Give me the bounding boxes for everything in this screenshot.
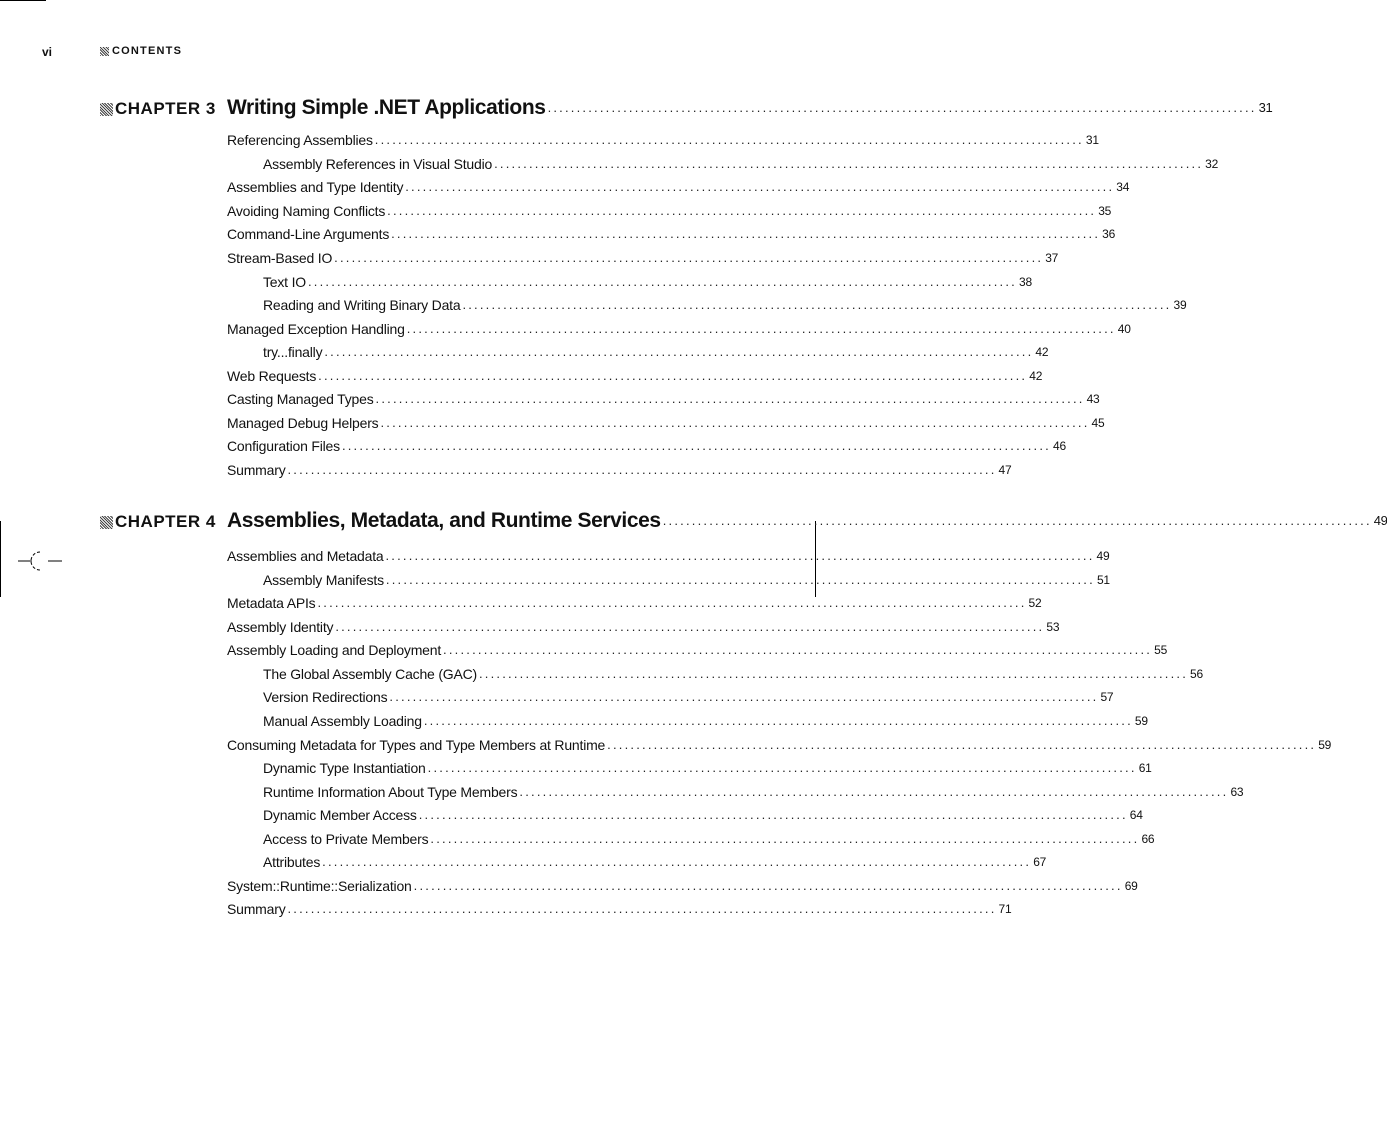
dot-leader: .......................................................................................................................... — [380, 415, 1090, 430]
dot-leader: .......................................................................................................................... — [405, 179, 1115, 194]
entry-title: The Global Assembly Cache (GAC) — [263, 666, 477, 682]
entry-title: Assembly References in Visual Studio — [263, 156, 493, 172]
page-ref: 37 — [1045, 251, 1059, 265]
page-ref: 64 — [1129, 808, 1143, 822]
toc-entry[interactable] — [263, 155, 1219, 173]
page-ref: 47 — [998, 463, 1012, 477]
dot-leader: .......................................................................................................................... — [427, 760, 1137, 775]
dot-leader: .......................................................................................................................... — [430, 831, 1140, 846]
toc-entry[interactable] — [227, 202, 1112, 220]
dot-leader: .......................................................................................................................... — [389, 689, 1099, 704]
toc-entry[interactable] — [263, 665, 1203, 683]
page-ref: 31 — [1085, 133, 1099, 147]
chapter-title: Assemblies, Metadata, and Runtime Services — [227, 509, 661, 532]
entry-title: Assembly Loading and Deployment — [227, 642, 442, 658]
crop-mark-left — [0, 521, 1, 597]
page-ref: 71 — [998, 902, 1012, 916]
toc-entry[interactable] — [263, 712, 1148, 730]
page-ref: 40 — [1117, 322, 1131, 336]
page-ref: 51 — [1096, 573, 1110, 587]
toc-entry[interactable] — [227, 367, 1043, 385]
page-ref: 38 — [1019, 275, 1032, 289]
dot-leader: .......................................................................................................................... — [335, 619, 1045, 634]
page-ref: 59 — [1134, 714, 1148, 728]
dot-leader: .......................................................................................................................... — [462, 297, 1172, 312]
toc-entry[interactable] — [227, 547, 1110, 565]
page-ref: 39 — [1173, 298, 1187, 312]
toc-entry[interactable] — [227, 618, 1060, 636]
page-ref: 45 — [1091, 416, 1105, 430]
entry-title: Metadata APIs — [227, 595, 316, 611]
dot-leader: .......................................................................................................................... — [322, 854, 1032, 869]
entry-title: Runtime Information About Type Members — [263, 784, 518, 800]
entry-title: Consuming Metadata for Types and Type Members at Runtime — [227, 737, 606, 753]
page-ref: 61 — [1138, 761, 1152, 775]
entry-title: try...finally — [263, 344, 323, 360]
entry-title: Dynamic Type Instantiation — [263, 760, 426, 776]
page-ref: 43 — [1086, 392, 1100, 406]
dot-leader: .......................................................................................................................... — [391, 226, 1101, 241]
page-ref: 66 — [1141, 832, 1155, 846]
dot-leader: .......................................................................................................................... — [307, 274, 1017, 289]
running-head-text: CONTENTS — [112, 45, 183, 57]
entry-title: Manual Assembly Loading — [263, 713, 422, 729]
page-ref: 52 — [1028, 596, 1042, 610]
toc-entry[interactable] — [227, 249, 1059, 267]
dot-leader: .......................................................................................................................... — [662, 513, 1372, 528]
dot-leader: .......................................................................................................................... — [324, 344, 1034, 359]
toc-entry[interactable] — [227, 131, 1099, 149]
dot-leader: .......................................................................................................................... — [317, 595, 1027, 610]
chapter-title-entry[interactable] — [227, 95, 1273, 121]
entry-title: Casting Managed Types — [227, 391, 374, 407]
toc-entry[interactable] — [263, 343, 1049, 361]
toc-entry[interactable] — [263, 783, 1244, 801]
dot-leader: .......................................................................................................................... — [406, 321, 1116, 336]
dot-leader: .......................................................................................................................... — [494, 156, 1204, 171]
entry-title: Assemblies and Type Identity — [227, 179, 404, 195]
toc-entry[interactable] — [227, 320, 1131, 338]
page-ref: 53 — [1046, 620, 1060, 634]
dot-leader: .......................................................................................................................... — [519, 784, 1229, 799]
dot-leader: .......................................................................................................................... — [318, 368, 1028, 383]
toc-entry[interactable] — [227, 736, 1332, 754]
toc-entry[interactable] — [227, 437, 1066, 455]
dot-leader: .......................................................................................................................... — [479, 666, 1189, 681]
page-ref: 32 — [1205, 157, 1219, 171]
entry-title: Summary — [227, 462, 286, 478]
dot-leader: .......................................................................................................................... — [374, 132, 1084, 147]
entry-title: Access to Private Members — [263, 831, 429, 847]
page-ref: 57 — [1100, 690, 1114, 704]
dot-leader: .......................................................................................................................... — [547, 100, 1257, 115]
trim-mark — [0, 0, 46, 1]
dot-leader: .......................................................................................................................... — [334, 250, 1044, 265]
toc-entry[interactable] — [227, 178, 1130, 196]
entry-title: Text IO — [263, 274, 306, 290]
registration-mark-icon — [18, 549, 64, 573]
page-ref: 55 — [1154, 643, 1168, 657]
toc-entry[interactable] — [263, 571, 1110, 589]
page-ref: 46 — [1052, 439, 1066, 453]
page-ref: 35 — [1098, 204, 1112, 218]
entry-title: Summary — [227, 901, 286, 917]
entry-title: Assembly Identity — [227, 619, 334, 635]
dot-leader: .......................................................................................................................... — [385, 572, 1095, 587]
chapter-label-text: CHAPTER 3 — [115, 99, 216, 118]
toc-entry[interactable] — [263, 806, 1143, 824]
dot-leader: .......................................................................................................................... — [423, 713, 1133, 728]
entry-title: Stream-Based IO — [227, 250, 333, 266]
page-ref: 34 — [1116, 180, 1130, 194]
page-ref: 69 — [1124, 879, 1138, 893]
dot-leader: .......................................................................................................................... — [387, 203, 1097, 218]
dot-leader: .......................................................................................................................... — [385, 548, 1095, 563]
page-ref: 36 — [1102, 227, 1116, 241]
toc-entry[interactable] — [227, 641, 1168, 659]
chapter-label — [100, 99, 216, 119]
entry-title: Reading and Writing Binary Data — [263, 297, 461, 313]
dot-leader: .......................................................................................................................... — [607, 737, 1317, 752]
entry-title: Web Requests — [227, 368, 317, 384]
chapter-label — [100, 512, 216, 532]
toc-entry[interactable] — [263, 853, 1047, 871]
entry-title: System::Runtime::Serialization — [227, 878, 412, 894]
dot-leader: .......................................................................................................................... — [418, 807, 1128, 822]
toc-entry[interactable] — [227, 225, 1116, 243]
chapter-title: Writing Simple .NET Applications — [227, 96, 546, 119]
toc-entry[interactable] — [263, 830, 1155, 848]
page-ref: 49 — [1096, 549, 1110, 563]
entry-title: Assemblies and Metadata — [227, 548, 384, 564]
toc-entry[interactable] — [263, 759, 1152, 777]
square-bullet-icon — [100, 47, 109, 56]
toc-entry[interactable] — [263, 296, 1187, 314]
dot-leader: .......................................................................................................................... — [413, 878, 1123, 893]
page-ref: 63 — [1230, 785, 1244, 799]
chapter-label-text: CHAPTER 4 — [115, 512, 216, 531]
toc-entry[interactable] — [227, 877, 1138, 895]
dot-leader: .......................................................................................................................... — [443, 642, 1153, 657]
toc-entry[interactable] — [227, 900, 1012, 918]
page-ref: 49 — [1373, 513, 1387, 528]
dot-leader: .......................................................................................................................... — [287, 901, 997, 916]
dot-leader: .......................................................................................................................... — [287, 462, 997, 477]
entry-title: Dynamic Member Access — [263, 807, 417, 823]
entry-title: Attributes — [263, 854, 321, 870]
entry-title: Version Redirections — [263, 689, 388, 705]
toc-entry[interactable] — [227, 390, 1100, 408]
dot-leader: .......................................................................................................................... — [375, 391, 1085, 406]
page-number: vi — [42, 45, 53, 59]
entry-title: Managed Exception Handling — [227, 321, 405, 337]
entry-title: Configuration Files — [227, 438, 340, 454]
entry-title: Referencing Assemblies — [227, 132, 373, 148]
page-ref: 67 — [1033, 855, 1047, 869]
page-ref: 31 — [1258, 100, 1273, 115]
page-ref: 42 — [1035, 345, 1049, 359]
toc-entry[interactable] — [263, 688, 1114, 706]
entry-title: Command-Line Arguments — [227, 226, 390, 242]
entry-title: Assembly Manifests — [263, 572, 384, 588]
toc-entry[interactable] — [227, 414, 1105, 432]
chapter-title-entry[interactable] — [227, 508, 1387, 534]
toc-entry[interactable] — [263, 273, 1032, 291]
entry-title: Managed Debug Helpers — [227, 415, 379, 431]
square-bullet-icon — [100, 103, 113, 116]
square-bullet-icon — [100, 516, 113, 529]
page-ref: 59 — [1318, 738, 1332, 752]
toc-entry[interactable] — [227, 461, 1012, 479]
running-head — [100, 45, 182, 57]
page-ref: 56 — [1190, 667, 1203, 681]
page-ref: 42 — [1029, 369, 1043, 383]
entry-title: Avoiding Naming Conflicts — [227, 203, 386, 219]
dot-leader: .......................................................................................................................... — [341, 438, 1051, 453]
toc-entry[interactable] — [227, 594, 1042, 612]
